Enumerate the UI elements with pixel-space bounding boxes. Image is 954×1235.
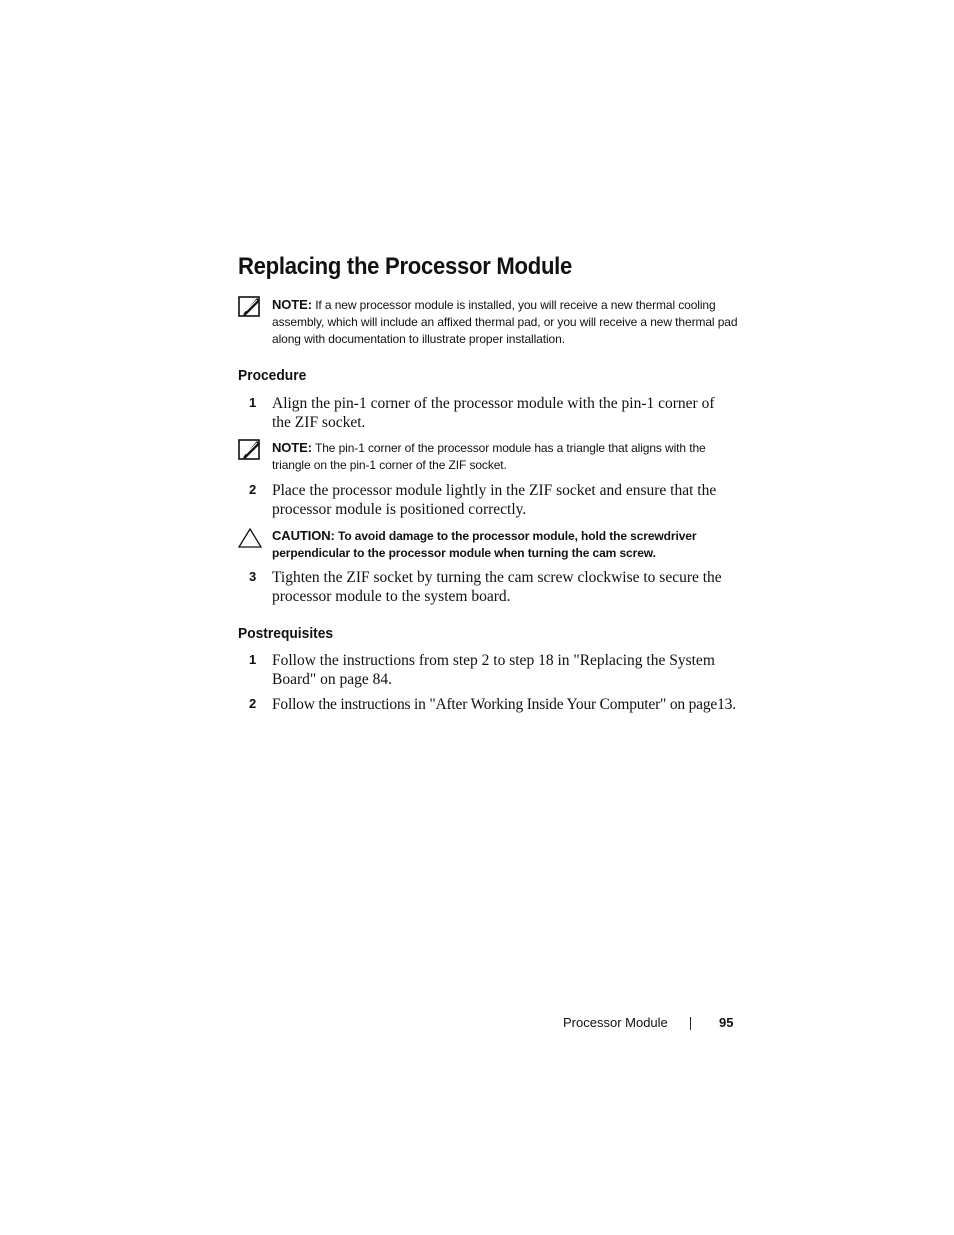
step-text: Align the pin-1 corner of the processor module with the pin-1 corner of the ZIF socket. xyxy=(272,395,715,431)
step-number: 1 xyxy=(249,652,257,667)
note-label: NOTE: xyxy=(272,297,312,312)
procedure-heading: Procedure xyxy=(238,367,307,384)
step-number: 1 xyxy=(249,395,257,410)
caution-body: To avoid damage to the processor module, hold the screwdriver perpendicular to the processor module when turning the cam screw. xyxy=(272,529,697,560)
step-number: 2 xyxy=(249,482,257,497)
intro-note-text xyxy=(272,296,742,348)
page-footer xyxy=(0,1015,954,1035)
page-number: 95 xyxy=(719,1015,734,1030)
note-label: NOTE: xyxy=(272,440,312,455)
step-text: Tighten the ZIF socket by turning the cam screw clockwise to secure the processor module to the system board. xyxy=(272,569,722,605)
caution-text xyxy=(272,527,742,562)
note-body: The pin-1 corner of the processor module has a triangle that aligns with the triangle on the pin-1 corner of the ZIF socket. xyxy=(272,441,706,472)
postrequisites-heading: Postrequisites xyxy=(238,625,334,642)
step-text: Follow the instructions in "After Working Inside Your Computer" on page13. xyxy=(272,696,736,713)
step-text: Place the processor module lightly in the ZIF socket and ensure that the processor module is positioned correctly. xyxy=(272,482,717,518)
step-text: Follow the instructions from step 2 to step 18 in "Replacing the System Board" on page 84. xyxy=(272,652,715,688)
caution-label: CAUTION: xyxy=(272,528,335,543)
note-body: If a new processor module is installed, you will receive a new thermal cooling assembly, which will include an affixed thermal pad, or you will receive a new thermal pad along with documentation to illustrate proper installation. xyxy=(272,298,738,346)
caution-triangle-icon xyxy=(238,527,262,549)
note-pencil-icon xyxy=(238,439,262,461)
procedure-note-text xyxy=(272,439,742,474)
page-title: Replacing the Processor Module xyxy=(238,253,573,280)
footer-divider xyxy=(690,1017,691,1030)
note-pencil-icon xyxy=(238,296,262,318)
footer-section-name: Processor Module xyxy=(563,1015,668,1030)
step-number: 3 xyxy=(249,569,257,584)
step-number: 2 xyxy=(249,696,257,711)
